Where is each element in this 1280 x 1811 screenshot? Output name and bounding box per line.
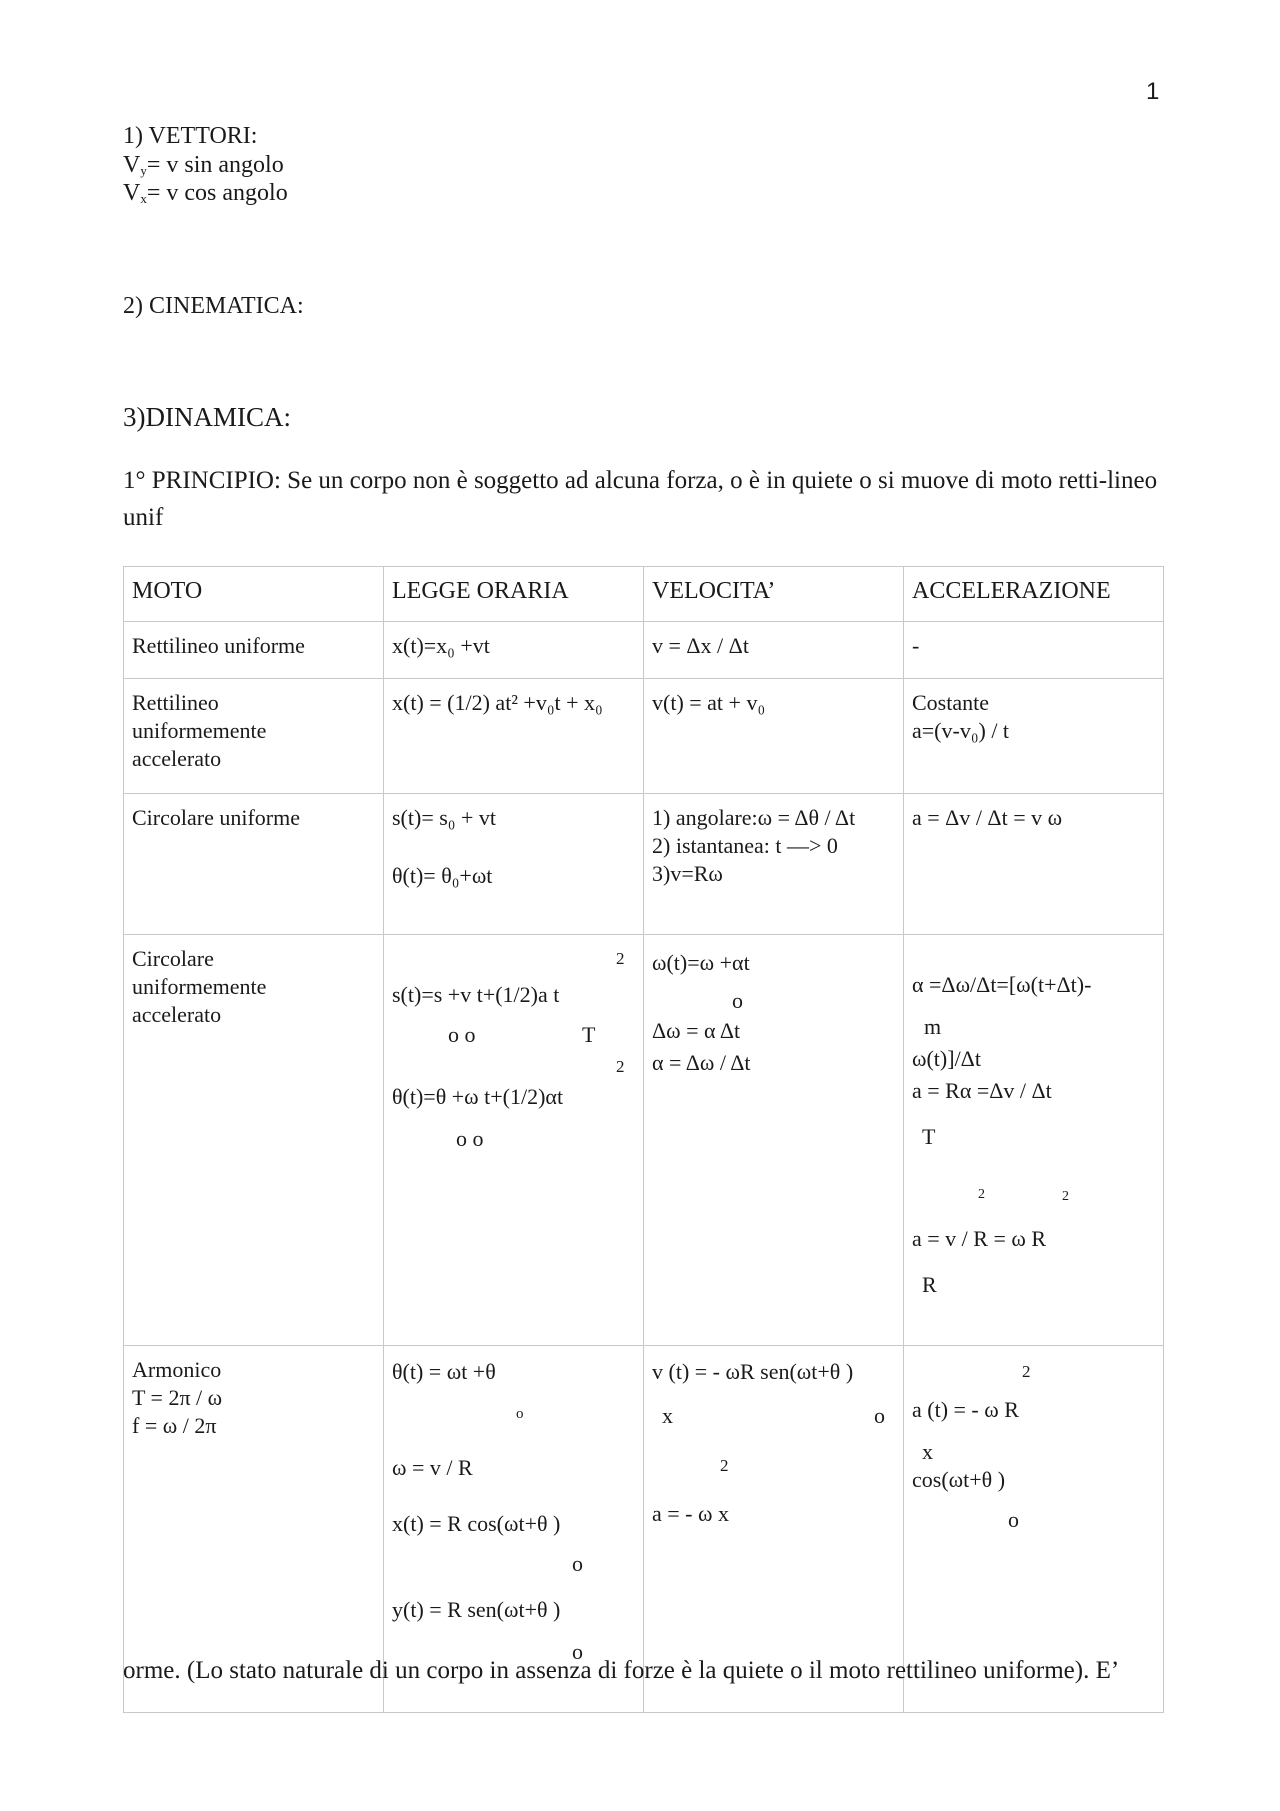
subscript: o (732, 988, 743, 1013)
line: uniformemente (132, 974, 267, 999)
cell-legge: x(t) = (1/2) at² +v₀t + x₀ (384, 679, 644, 794)
header-legge-oraria: LEGGE ORARIA (384, 567, 644, 622)
table-header-row (124, 567, 1164, 622)
line: Δω = α Δt (652, 1018, 741, 1043)
dinamica-heading: 3)DINAMICA: (123, 402, 291, 432)
table-row (124, 679, 1164, 794)
line: a=(v-v₀) / t (912, 718, 1010, 743)
table-row (124, 935, 1164, 1346)
line: θ(t) = ωt +θ (392, 1359, 496, 1384)
cell-accelerazione: - (904, 622, 1164, 679)
cell-moto: Rettilineo uniforme (124, 622, 384, 679)
subscript: x (922, 1439, 933, 1464)
line: α = Δω / Δt (652, 1050, 751, 1075)
cell-accelerazione (904, 935, 1164, 1346)
cell-accelerazione: a = Δv / Δt = v ω (904, 794, 1164, 935)
cell-legge: x(t)=x₀ +vt (384, 622, 644, 679)
line: x(t) = R cos(ωt+θ ) (392, 1511, 561, 1536)
subscript: o o (456, 1126, 484, 1151)
line: ω = v / R (392, 1455, 473, 1480)
line: θ(t)=θ +ω t+(1/2)αt (392, 1084, 564, 1109)
page-number: 1 (1146, 78, 1160, 105)
subscript: T (582, 1022, 596, 1047)
subscript: o o (448, 1022, 476, 1047)
vettori-vx-line: $V_x= v$ cos angolo (123, 180, 288, 206)
exponent: 2 (978, 1187, 985, 1202)
line: accelerato (132, 1002, 222, 1027)
line: a = - ω x (652, 1501, 729, 1526)
subscript: x (662, 1403, 673, 1428)
header-velocita: VELOCITA’ (644, 567, 904, 622)
exponent: 2 (616, 1057, 625, 1076)
line: T = 2π / ω (132, 1385, 223, 1410)
line: 1) angolare:ω = Δθ / Δt (652, 805, 856, 830)
motion-table (123, 566, 1164, 1713)
line: a (t) = - ω R (912, 1397, 1019, 1422)
exponent: 2 (616, 949, 625, 968)
line: uniformemente (132, 718, 267, 743)
subscript: o (874, 1403, 885, 1428)
cell-velocita: v(t) = at + v₀ (644, 679, 904, 794)
vettori-heading: 1) VETTORI: (123, 123, 258, 149)
line: Circolare (132, 946, 214, 971)
line: 3)v=Rω (652, 861, 723, 886)
cell-legge (384, 935, 644, 1346)
line: θ(t)= θ₀+ωt (392, 863, 493, 888)
subscript: o (572, 1551, 583, 1576)
subscript: o (516, 1406, 524, 1422)
cell-velocita (644, 794, 904, 935)
subscript: R (922, 1272, 937, 1297)
line: s(t)= s₀ + vt (392, 805, 496, 830)
cinematica-heading: 2) CINEMATICA: (123, 293, 304, 319)
line: a = v / R = ω R (912, 1226, 1047, 1251)
primo-principio-paragraph: 1° PRINCIPIO: Se un corpo non è soggetto ad alcuna forza, o è in quiete o si muove di moto retti-lineo unif (123, 467, 1158, 531)
line: v (t) = - ωR sen(ωt+θ ) (652, 1359, 854, 1384)
cell-legge (384, 794, 644, 935)
line: accelerato (132, 746, 222, 771)
cell-moto (124, 679, 384, 794)
line: Rettilineo (132, 690, 219, 715)
subscript: T (922, 1124, 936, 1149)
line: cos(ωt+θ ) (912, 1467, 1006, 1492)
line: a = Rα =Δv / Δt (912, 1078, 1052, 1103)
subscript: m (924, 1014, 942, 1039)
trailing-paragraph: orme. (Lo stato naturale di un corpo in assenza di forze è la quiete o il moto rettilineo uniforme). E’ (123, 1657, 1120, 1684)
exponent: 2 (720, 1456, 729, 1475)
subscript: o (1008, 1507, 1019, 1532)
line: Armonico (132, 1357, 222, 1382)
line: s(t)=s +v t+(1/2)a t (392, 982, 560, 1007)
cell-moto (124, 935, 384, 1346)
line: Costante (912, 690, 989, 715)
header-accelerazione: ACCELERAZIONE (904, 567, 1164, 622)
line: y(t) = R sen(ωt+θ ) (392, 1597, 561, 1622)
cell-velocita: v = Δx / Δt (644, 622, 904, 679)
line: ω(t)=ω +αt (652, 950, 750, 975)
cell-velocita (644, 935, 904, 1346)
line: ω(t)]/Δt (912, 1046, 981, 1071)
line: f = ω / 2π (132, 1413, 217, 1438)
vettori-vy-line: $V_y= v$ sin angolo (123, 152, 284, 178)
exponent: 2 (1022, 1362, 1031, 1381)
table-row (124, 622, 1164, 679)
header-moto: MOTO (124, 567, 384, 622)
line: 2) istantanea: t —> 0 (652, 833, 838, 858)
exponent: 2 (1062, 1189, 1069, 1204)
table-row (124, 794, 1164, 935)
subscript: o (572, 1639, 583, 1664)
cell-accelerazione (904, 679, 1164, 794)
cell-moto: Circolare uniforme (124, 794, 384, 935)
line: α =Δω/Δt=[ω(t+Δt)- (912, 972, 1092, 997)
